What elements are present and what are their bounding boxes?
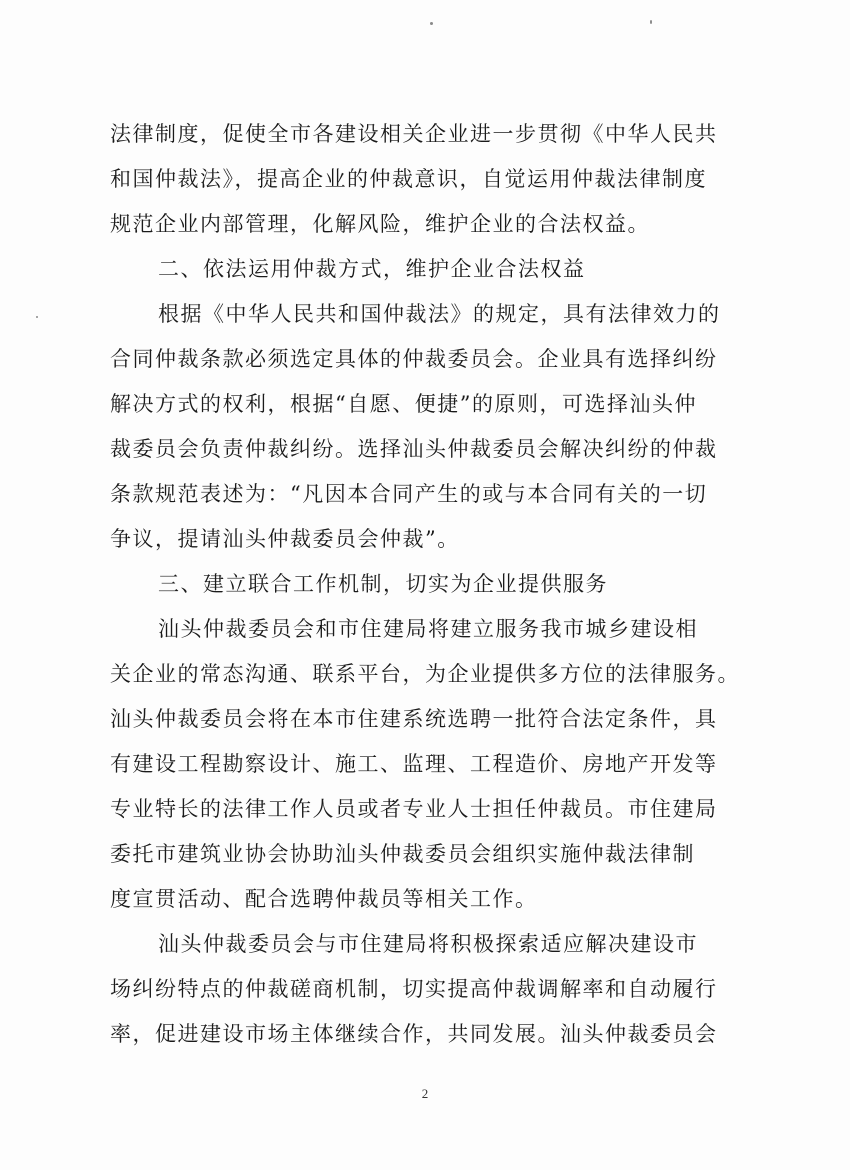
scan-speck [36,316,38,318]
text-line: 场纠纷特点的仲裁磋商机制，切实提高仲裁调解率和自动履行 [110,977,718,1001]
section-heading-2: 二、依法运用仲裁方式，维护企业合法权益 [158,257,586,281]
body-text [110,112,750,1057]
text-line: 解决方式的权利，根据“自愿、便捷”的原则，可选择汕头仲 [110,392,697,416]
section-heading-3: 三、建立联合工作机制，切实为企业提供服务 [158,572,608,596]
text-line: 汕头仲裁委员会与市住建局将积极探索适应解决建设市 [158,932,698,956]
text-line: 汕头仲裁委员会和市住建局将建立服务我市城乡建设相 [158,617,698,641]
text-line: 专业特长的法律工作人员或者专业人士担任仲裁员。市住建局 [110,797,718,821]
page-number: 2 [421,1086,429,1101]
text-line: 法律制度，促使全市各建设相关企业进一步贯彻《中华人民共 [110,122,718,146]
text-line: 规范企业内部管理，化解风险，维护企业的合法权益。 [110,212,650,236]
text-line: 条款规范表述为：“凡因本合同产生的或与本合同有关的一切 [110,482,708,506]
text-line: 汕头仲裁委员会将在本市住建系统选聘一批符合法定条件，具 [110,707,718,731]
text-line: 率，促进建设市场主体继续合作，共同发展。汕头仲裁委员会 [110,1022,718,1046]
scan-speck [650,20,652,24]
text-line: 和国仲裁法》，提高企业的仲裁意识，自觉运用仲裁法律制度 [110,167,707,191]
text-line: 关企业的常态沟通、联系平台，为企业提供多方位的法律服务。 [110,662,740,686]
text-line: 委托市建筑业协会协助汕头仲裁委员会组织实施仲裁法律制 [110,842,695,866]
text-line: 度宣贯活动、配合选聘仲裁员等相关工作。 [110,887,538,911]
text-line: 裁委员会负责仲裁纠纷。选择汕头仲裁委员会解决纠纷的仲裁 [110,437,718,461]
text-line: 根据《中华人民共和国仲裁法》的规定，具有法律效力的 [158,302,721,326]
scan-speck [430,22,433,25]
text-line: 合同仲裁条款必须选定具体的仲裁委员会。企业具有选择纠纷 [110,347,718,371]
text-line: 有建设工程勘察设计、施工、监理、工程造价、房地产开发等 [110,752,718,776]
text-line: 争议，提请汕头仲裁委员会仲裁”。 [110,527,460,551]
